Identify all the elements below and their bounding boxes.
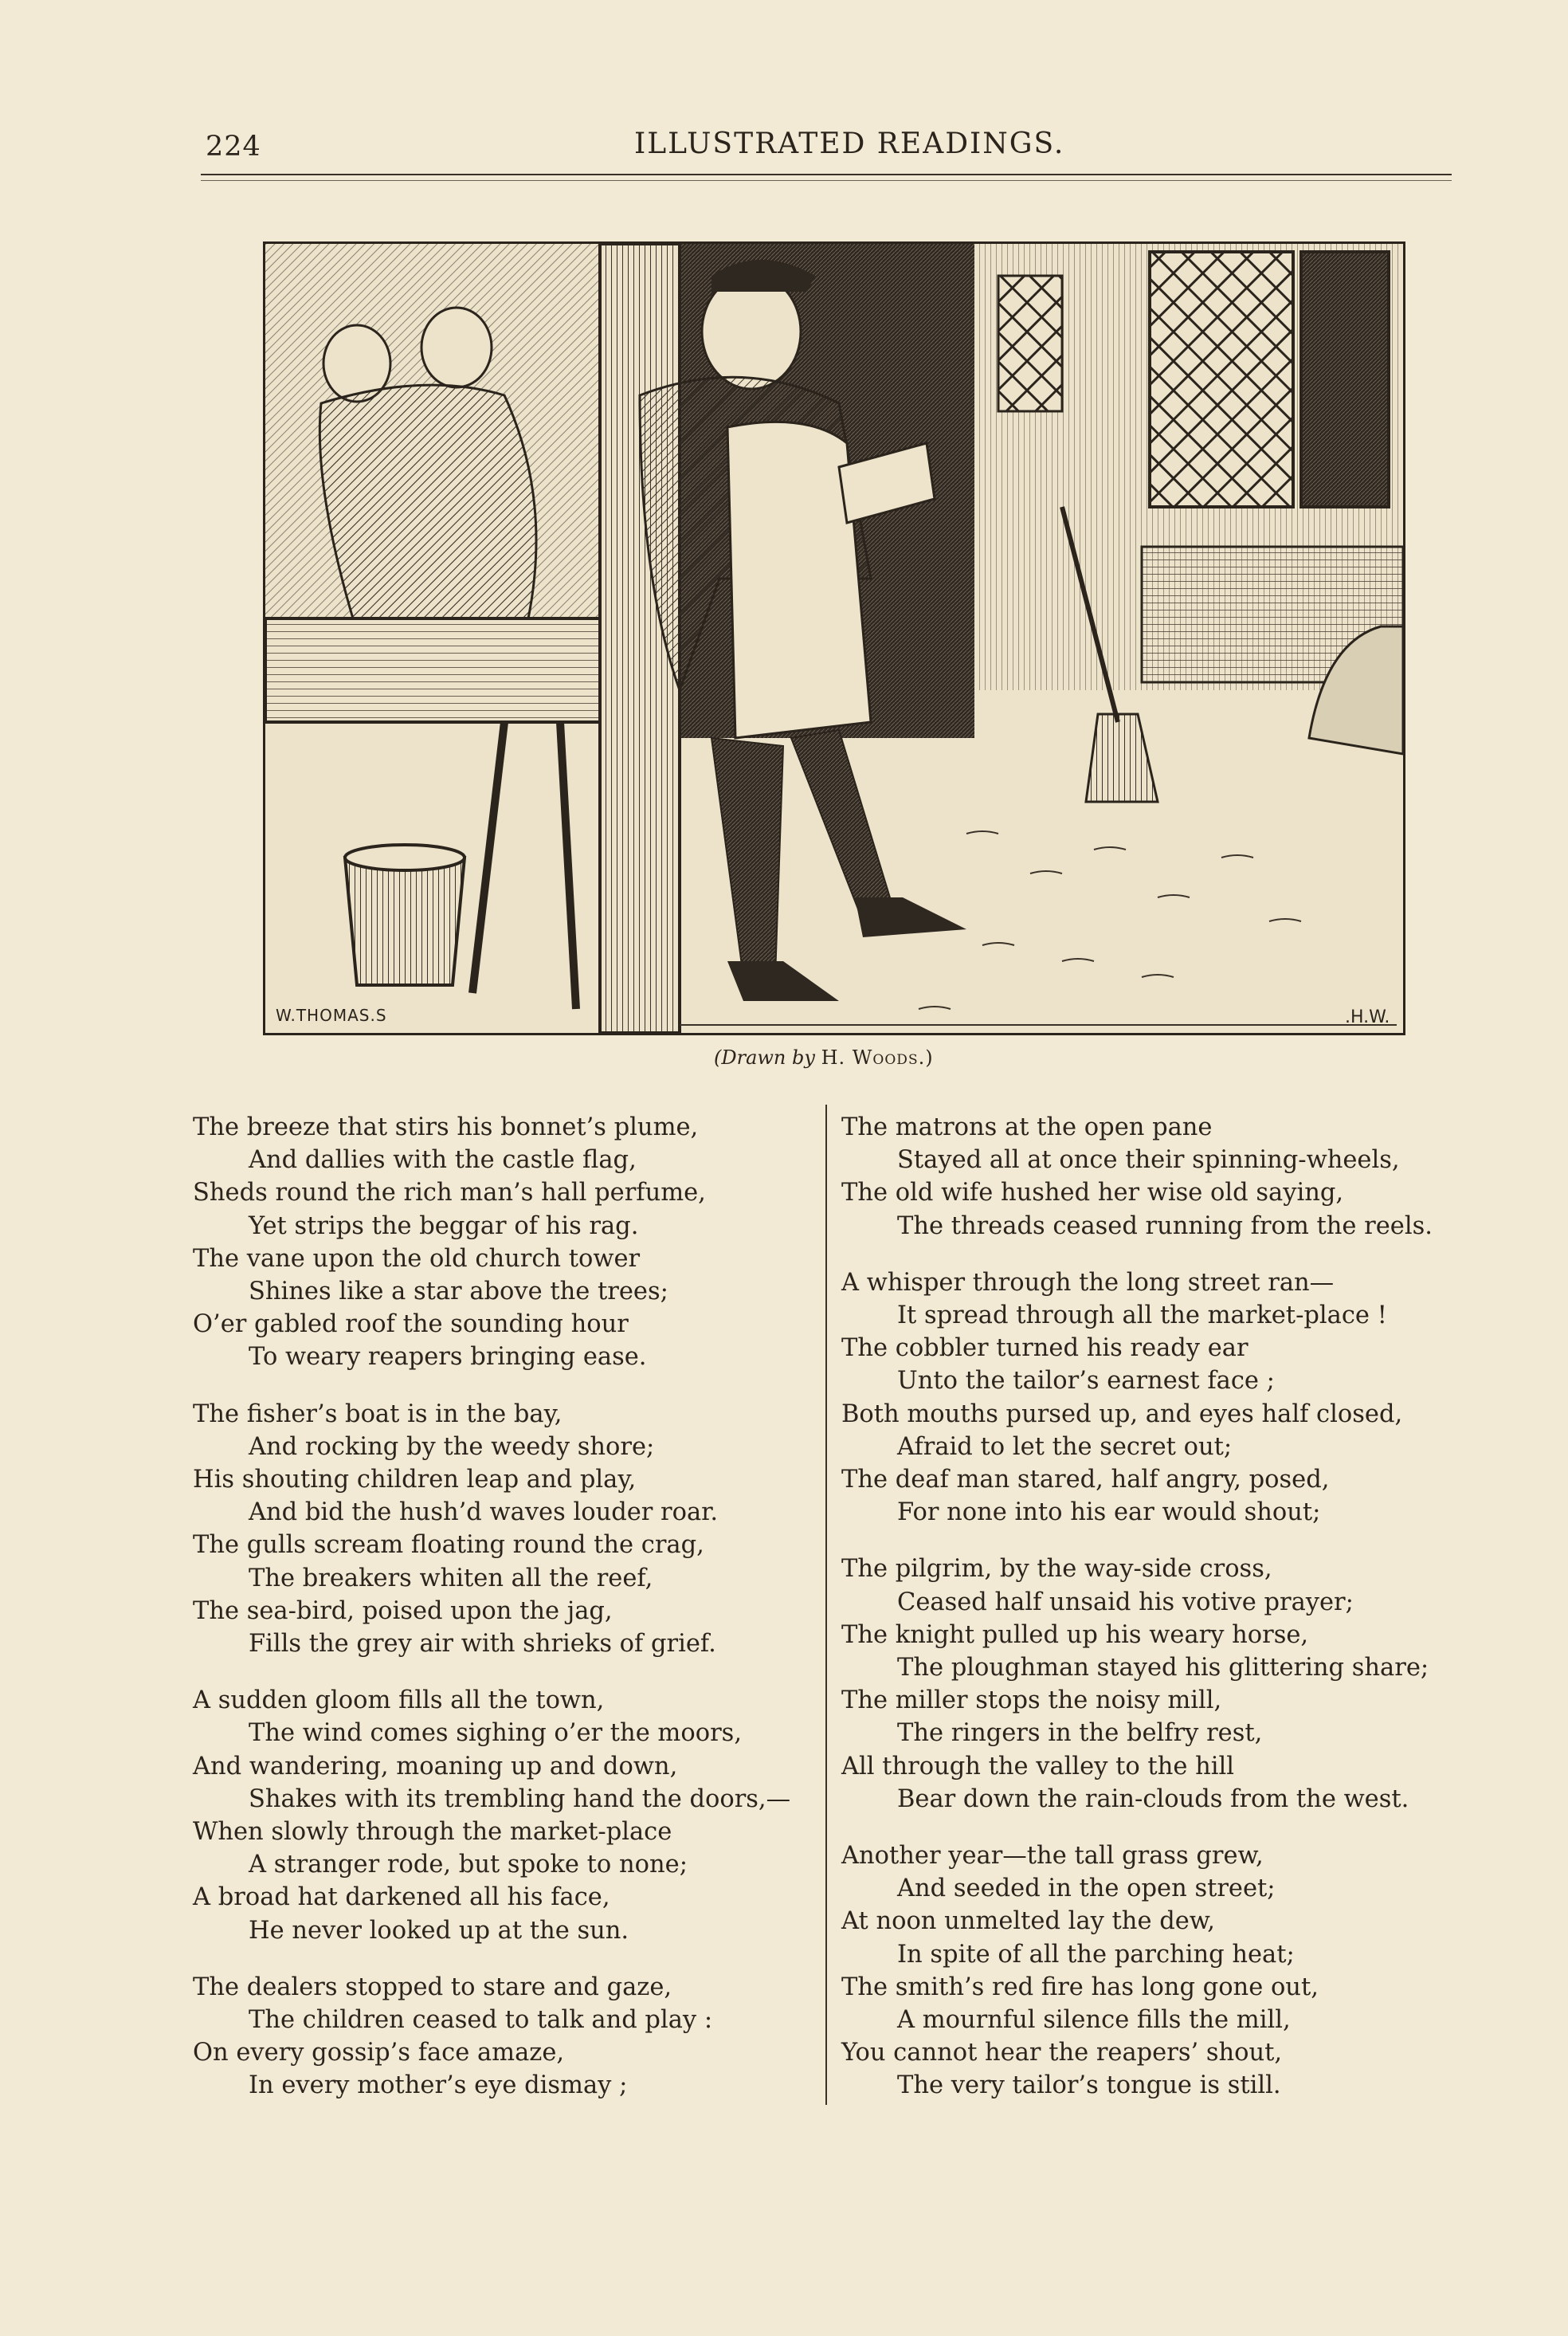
poem-line: It spread through all the market-place ! [897, 1301, 1387, 1330]
poem-line: The children ceased to talk and play : [249, 2006, 713, 2035]
running-title: ILLUSTRATED READINGS. [634, 128, 1065, 160]
poem-line: Bear down the rain-clouds from the west. [897, 1784, 1409, 1813]
poem-line: Yet strips the beggar of his rag. [249, 1211, 639, 1240]
poem-line: The cobbler turned his ready ear [841, 1334, 1249, 1363]
small-window [998, 276, 1062, 411]
poem-line: The gulls scream floating round the crag, [193, 1531, 704, 1560]
tailor-leg-left [711, 738, 783, 977]
poem-line: The miller stops the noisy mill, [841, 1686, 1222, 1715]
engraver-signature: W.THOMAS.S [271, 1006, 392, 1025]
poem-line: The very tailor’s tongue is still. [897, 2071, 1281, 2100]
lattice-window [1150, 252, 1293, 507]
poem-line: He never looked up at the sun. [249, 1916, 629, 1945]
poem-line: The vane upon the old church tower [193, 1244, 641, 1273]
poem-line: The ploughman stayed his glittering share; [897, 1654, 1429, 1682]
column-divider [825, 1105, 827, 2105]
poem-line: Unto the tailor’s earnest face ; [897, 1367, 1275, 1396]
poem-line: The pilgrim, by the way-side cross, [841, 1555, 1272, 1584]
header-rule-thin [201, 180, 1452, 181]
poem-line: Afraid to let the secret out; [897, 1432, 1233, 1461]
poem-line: The matrons at the open pane [841, 1113, 1213, 1141]
poem-line: Stayed all at once their spinning-wheels, [897, 1146, 1400, 1175]
man-head [421, 308, 492, 387]
poem-line: O’er gabled roof the sounding hour [193, 1310, 629, 1339]
stanza [193, 1398, 814, 1661]
stanza [841, 1553, 1463, 1816]
header-rule [201, 174, 1452, 175]
poem-line: When slowly through the market-place [193, 1818, 672, 1847]
stanza [193, 1684, 814, 1947]
poem-column-right [841, 1111, 1463, 2126]
tailor-shoe-left [727, 961, 839, 1001]
poem-line: The ringers in the belfry rest, [897, 1719, 1263, 1748]
poem-line: Ceased half unsaid his votive prayer; [897, 1588, 1354, 1616]
poem-line: The sea-bird, poised upon the jag, [193, 1596, 613, 1625]
wooden-trough [265, 618, 600, 722]
page-number: 224 [206, 131, 261, 163]
stanza [841, 1266, 1463, 1529]
poem-line: And dallies with the castle flag, [249, 1146, 637, 1175]
poem-line: A broad hat darkened all his face, [193, 1883, 610, 1912]
poem-line: To weary reapers bringing ease. [249, 1343, 647, 1372]
stanza [841, 1111, 1463, 1243]
stanza [193, 1971, 814, 2102]
stanza [193, 1111, 814, 1374]
poem-line: Shines like a star above the trees; [249, 1278, 668, 1306]
couple-figures [319, 385, 536, 618]
poem-line: A whisper through the long street ran— [841, 1268, 1335, 1297]
poem-line: A sudden gloom fills all the town, [193, 1686, 605, 1715]
poem-line: The fisher’s boat is in the bay, [193, 1400, 563, 1428]
poem-column-left [193, 1111, 814, 2126]
poem-line: On every gossip’s face amaze, [193, 2039, 565, 2067]
poem-line: Shakes with its trembling hand the doors,— [249, 1784, 791, 1813]
tailor-leg-right [791, 730, 895, 921]
poem-line: And rocking by the weedy shore; [249, 1432, 655, 1461]
poem-line: A mournful silence fills the mill, [897, 2006, 1291, 2035]
poem-line: Sheds round the rich man’s hall perfume, [193, 1179, 706, 1207]
poem-line: Fills the grey air with shrieks of grief. [249, 1630, 716, 1659]
poem-line: Another year—the tall grass grew, [841, 1842, 1264, 1871]
poem-line: For none into his ear would shout; [897, 1498, 1321, 1527]
poem-line: And wandering, moaning up and down, [193, 1752, 678, 1780]
illustration-caption [714, 1046, 934, 1069]
poem-line: The breakers whiten all the reef, [249, 1564, 653, 1592]
poem-line: The wind comes sighing o’er the moors, [249, 1719, 743, 1748]
poem-line: His shouting children leap and play, [193, 1466, 637, 1494]
poem-line: The knight pulled up his weary horse, [841, 1620, 1309, 1649]
tailor-shoe-right [855, 897, 966, 937]
engraving-drawing [265, 244, 1403, 1033]
poem-line: And seeded in the open street; [897, 1875, 1276, 1903]
poem-line: The smith’s red fire has long gone out, [841, 1973, 1319, 2001]
poem-line: The threads ceased running from the reels. [897, 1211, 1433, 1240]
poem-line: The dealers stopped to stare and gaze, [193, 1973, 672, 2001]
trough-leg-2 [560, 722, 576, 1009]
trough-leg [472, 722, 504, 993]
poem-line: The old wife hushed her wise old saying, [841, 1179, 1344, 1207]
broom-head [1086, 714, 1158, 802]
poem-line: You cannot hear the reapers’ shout, [841, 2039, 1283, 2067]
open-window [1301, 252, 1389, 507]
poem-line: The deaf man stared, half angry, posed, [841, 1466, 1330, 1494]
caption-prefix: (Drawn by [714, 1046, 815, 1069]
artist-monogram: .H.W. [1345, 1007, 1390, 1027]
poem-line: At noon unmelted lay the dew, [841, 1907, 1215, 1936]
poem-line: In every mother’s eye dismay ; [249, 2071, 628, 2100]
poem-line: The breeze that stirs his bonnet’s plume, [193, 1113, 699, 1141]
poem-line: And bid the hush’d waves louder roar. [249, 1498, 719, 1527]
stanza [841, 1839, 1463, 2102]
caption-artist-name: H. Woods.) [821, 1046, 934, 1069]
poem-line: All through the valley to the hill [841, 1752, 1234, 1780]
engraving-illustration [263, 241, 1405, 1035]
poem-line: A stranger rode, but spoke to none; [249, 1851, 688, 1879]
bucket [345, 858, 465, 985]
poem-line: Both mouths pursed up, and eyes half closed, [841, 1400, 1403, 1428]
poem-line: In spite of all the parching heat; [897, 1940, 1295, 1969]
